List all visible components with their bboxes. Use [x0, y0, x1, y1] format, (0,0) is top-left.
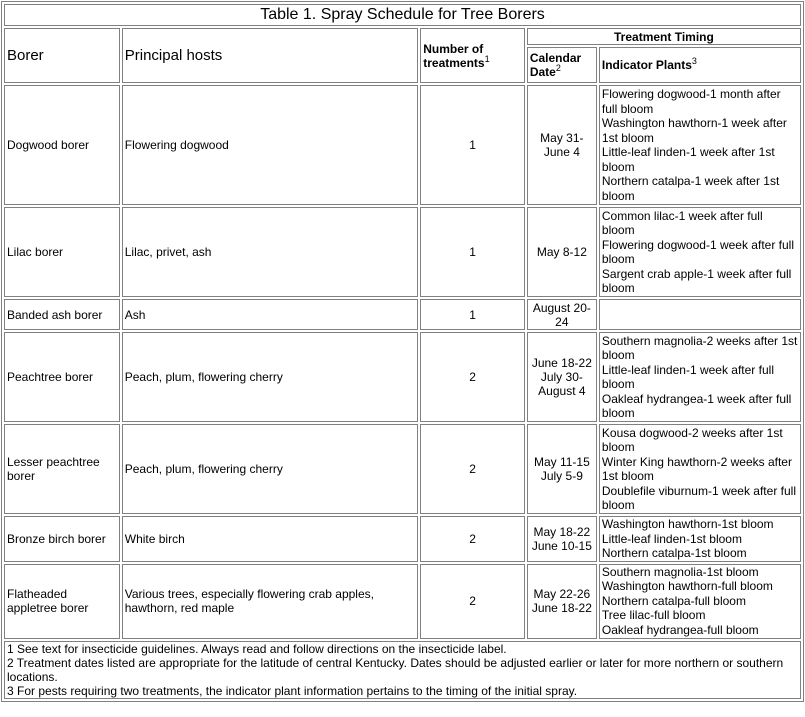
header-indicator-footnote: 3 [691, 56, 697, 66]
header-borer: Borer [4, 28, 120, 83]
indicator-line: Southern magnolia-2 weeks after 1st bloom [601, 333, 798, 362]
indicator-cell [599, 424, 801, 514]
table-row [4, 424, 801, 514]
footnotes-cell [4, 641, 801, 699]
indicator-cell [599, 85, 801, 205]
header-treatments [420, 28, 525, 83]
borer-cell: Bronze birch borer [4, 516, 120, 562]
date-cell [527, 332, 597, 422]
borer-cell: Lesser peachtree borer [4, 424, 120, 514]
indicator-line: Oakleaf hydrangea-full bloom [601, 622, 759, 637]
borer-cell: Peachtree borer [4, 332, 120, 422]
date-cell [527, 516, 597, 562]
table-row [4, 299, 801, 330]
hosts-cell: Ash [122, 299, 419, 330]
indicator-line: Southern magnolia-1st bloom [601, 564, 759, 579]
indicator-line: Little-leaf linden-1 week after full bloom [601, 362, 774, 391]
indicator-cell [599, 564, 801, 639]
indicator-line: Northern catalpa-1 week after 1st bloom [601, 174, 780, 203]
borer-cell: Banded ash borer [4, 299, 120, 330]
indicator-line: Oakleaf hydrangea-1 week after full bloom [601, 391, 792, 420]
indicator-cell [599, 207, 801, 297]
indicator-line: Sargent crab apple-1 week after full bloom [601, 266, 792, 295]
indicator-cell [599, 332, 801, 422]
treatments-cell: 1 [420, 207, 525, 297]
spray-schedule-table [1, 1, 804, 702]
table-row [4, 332, 801, 422]
date-line: August 20-24 [532, 300, 591, 329]
indicator-line: Kousa dogwood-2 weeks after 1st bloom [601, 425, 783, 454]
date-line: May 22-26 [533, 587, 591, 601]
header-treatments-footnote: 1 [484, 53, 490, 64]
table-row [4, 85, 801, 205]
table-row [4, 516, 801, 562]
hosts-cell: Various trees, especially flowering crab apples, hawthorn, red maple [122, 564, 419, 639]
hosts-cell: White birch [122, 516, 419, 562]
indicator-line: Little-leaf linden-1st bloom [601, 531, 742, 546]
hosts-cell: Peach, plum, flowering cherry [122, 332, 419, 422]
date-cell [527, 85, 597, 205]
footnote: 3 For pests requiring two treatments, the indicator plant information pertains to the timing of the initial spray. [7, 683, 578, 698]
footnote: 2 Treatment dates listed are appropriate for the latitude of central Kentucky. Dates should be adjusted earlier or later for more northern or southern locations. [7, 655, 784, 684]
table-body [4, 4, 801, 699]
indicator-line: Winter King hawthorn-2 weeks after 1st bloom [601, 454, 792, 483]
treatments-cell: 1 [420, 85, 525, 205]
indicator-cell [599, 299, 801, 330]
header-row-1 [4, 28, 801, 45]
date-line: July 30-August 4 [538, 370, 586, 398]
indicator-line: Washington hawthorn-1st bloom [601, 517, 774, 531]
date-line: May 8-12 [536, 245, 587, 259]
indicator-line: Flowering dogwood-1 month after full bloom [601, 87, 781, 116]
indicator-line: Washington hawthorn-full bloom [601, 579, 773, 594]
indicator-line: Northern catalpa-1st bloom [601, 546, 747, 560]
header-indicator-plants [599, 47, 801, 83]
indicator-line: Little-leaf linden-1 week after 1st bloom [601, 145, 775, 174]
header-calendar-label: Calendar Date [529, 51, 582, 79]
header-treatment-timing: Treatment Timing [527, 28, 801, 45]
treatments-cell: 1 [420, 299, 525, 330]
title-row [4, 4, 801, 26]
treatments-cell: 2 [420, 332, 525, 422]
header-indicator-label: Indicator Plants [601, 58, 692, 72]
indicator-line: Common lilac-1 week after full bloom [601, 208, 763, 237]
borer-cell: Lilac borer [4, 207, 120, 297]
date-line: May 11-15 [533, 455, 590, 469]
indicator-line: Northern catalpa-full bloom [601, 593, 746, 608]
indicator-cell [599, 516, 801, 562]
indicator-line: Washington hawthorn-1 week after 1st bloom [601, 116, 787, 145]
indicator-line: Doublefile viburnum-1 week after full bloom [601, 483, 796, 512]
table-row [4, 564, 801, 639]
date-cell [527, 207, 597, 297]
treatments-cell: 2 [420, 516, 525, 562]
header-treatments-label: Number of treatments [423, 41, 485, 70]
treatments-cell: 2 [420, 564, 525, 639]
footnote: 1 See text for insecticide guidelines. Always read and follow directions on the insecticide label. [7, 641, 507, 656]
hosts-cell: Flowering dogwood [122, 85, 419, 205]
hosts-cell: Lilac, privet, ash [122, 207, 419, 297]
header-hosts: Principal hosts [122, 28, 419, 83]
date-cell [527, 564, 597, 639]
date-cell [527, 299, 597, 330]
header-calendar-footnote: 2 [555, 63, 561, 73]
borer-cell: Dogwood borer [4, 85, 120, 205]
header-calendar-date [527, 47, 597, 83]
date-line: June 10-15 [531, 538, 592, 553]
date-line: May 31-June 4 [540, 131, 584, 159]
table-title: Table 1. Spray Schedule for Tree Borers [4, 4, 801, 26]
date-line: June 18-22 [531, 601, 592, 615]
date-line: July 5-9 [540, 469, 583, 483]
date-cell [527, 424, 597, 514]
table-row [4, 207, 801, 297]
date-line: May 18-22 [533, 524, 591, 539]
hosts-cell: Peach, plum, flowering cherry [122, 424, 419, 514]
treatments-cell: 2 [420, 424, 525, 514]
footnotes-row [4, 641, 801, 699]
date-line: June 18-22 [531, 356, 592, 370]
borer-cell: Flatheaded appletree borer [4, 564, 120, 639]
indicator-line: Flowering dogwood-1 week after full bloom [601, 237, 794, 266]
indicator-line: Tree lilac-full bloom [601, 608, 706, 623]
